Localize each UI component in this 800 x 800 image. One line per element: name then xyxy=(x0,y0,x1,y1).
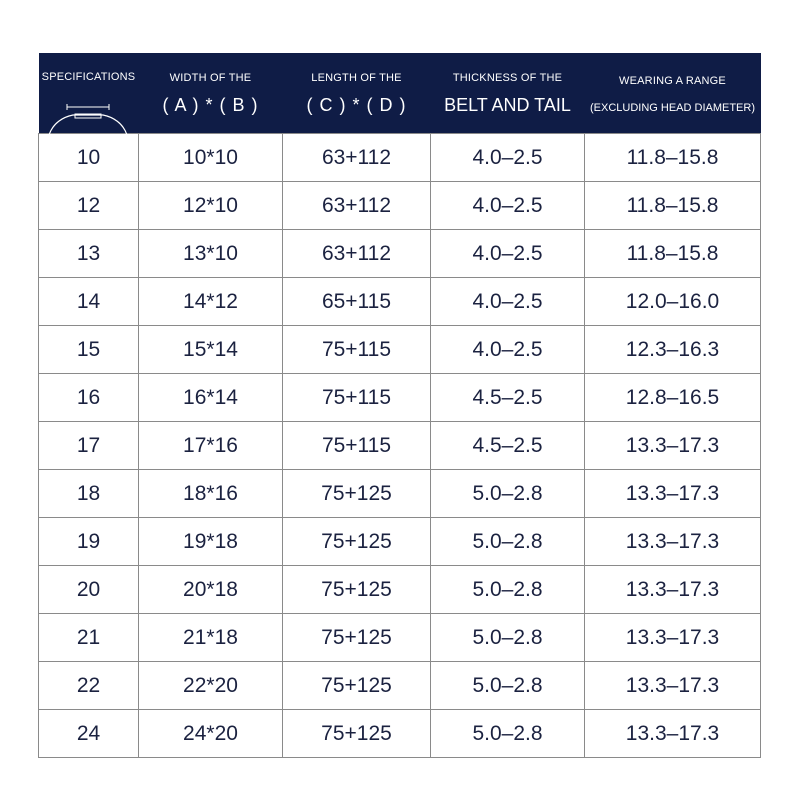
cell-length: 75+125 xyxy=(283,518,431,566)
table-row xyxy=(39,470,761,518)
table-row xyxy=(39,710,761,758)
table-row xyxy=(39,134,761,182)
cell-range: 13.3–17.3 xyxy=(585,470,761,518)
cell-spec: 22 xyxy=(39,662,139,710)
cell-thickness: 4.0–2.5 xyxy=(431,326,585,374)
cell-length: 63+112 xyxy=(283,230,431,278)
header-specifications xyxy=(39,53,139,134)
cell-range: 11.8–15.8 xyxy=(585,134,761,182)
table-body xyxy=(39,134,761,758)
cell-spec: 17 xyxy=(39,422,139,470)
cell-range: 13.3–17.3 xyxy=(585,518,761,566)
cell-spec: 24 xyxy=(39,710,139,758)
cell-range: 13.3–17.3 xyxy=(585,710,761,758)
header-col4-label: THICKNESS OF THE xyxy=(452,72,563,84)
table-row xyxy=(39,182,761,230)
cell-width: 10*10 xyxy=(139,134,283,182)
cell-thickness: 5.0–2.8 xyxy=(431,470,585,518)
spec-table-container xyxy=(38,53,760,758)
cell-thickness: 5.0–2.8 xyxy=(431,518,585,566)
header-width xyxy=(139,53,283,134)
table-row xyxy=(39,518,761,566)
cell-width: 13*10 xyxy=(139,230,283,278)
cell-width: 17*16 xyxy=(139,422,283,470)
cell-range: 12.8–16.5 xyxy=(585,374,761,422)
cell-spec: 16 xyxy=(39,374,139,422)
cell-length: 75+125 xyxy=(283,470,431,518)
cell-length: 65+115 xyxy=(283,278,431,326)
header-col5-label: WEARING A RANGE xyxy=(619,74,726,87)
cell-spec: 19 xyxy=(39,518,139,566)
cell-thickness: 5.0–2.8 xyxy=(431,662,585,710)
cell-spec: 20 xyxy=(39,566,139,614)
header-col2-sub: ( A ) * ( B ) xyxy=(162,95,259,115)
header-col3-sub: ( C ) * ( D ) xyxy=(306,95,407,115)
watch-strap-icon xyxy=(45,99,131,135)
strap-spec-table xyxy=(38,53,761,758)
cell-range: 13.3–17.3 xyxy=(585,662,761,710)
table-row xyxy=(39,278,761,326)
header-col3-label: LENGTH OF THE xyxy=(311,72,402,84)
cell-length: 75+125 xyxy=(283,710,431,758)
cell-spec: 13 xyxy=(39,230,139,278)
header-wearing-range xyxy=(585,53,761,134)
cell-thickness: 4.0–2.5 xyxy=(431,278,585,326)
header-row xyxy=(39,53,761,134)
table-row xyxy=(39,230,761,278)
cell-length: 75+115 xyxy=(283,326,431,374)
header-length xyxy=(283,53,431,134)
cell-width: 14*12 xyxy=(139,278,283,326)
cell-width: 24*20 xyxy=(139,710,283,758)
header-col5-sub: (EXCLUDING HEAD DIAMETER) xyxy=(589,101,756,114)
cell-length: 75+125 xyxy=(283,662,431,710)
cell-range: 12.0–16.0 xyxy=(585,278,761,326)
header-col4-sub: BELT AND TAIL xyxy=(444,95,571,115)
table-row xyxy=(39,422,761,470)
cell-length: 63+112 xyxy=(283,134,431,182)
cell-spec: 15 xyxy=(39,326,139,374)
table-row xyxy=(39,614,761,662)
cell-thickness: 5.0–2.8 xyxy=(431,710,585,758)
cell-thickness: 4.5–2.5 xyxy=(431,422,585,470)
table-row xyxy=(39,662,761,710)
cell-range: 13.3–17.3 xyxy=(585,614,761,662)
cell-spec: 12 xyxy=(39,182,139,230)
header-col2-label: WIDTH OF THE xyxy=(169,72,252,84)
cell-range: 11.8–15.8 xyxy=(585,182,761,230)
table-row xyxy=(39,374,761,422)
cell-width: 22*20 xyxy=(139,662,283,710)
cell-range: 12.3–16.3 xyxy=(585,326,761,374)
cell-thickness: 5.0–2.8 xyxy=(431,566,585,614)
cell-spec: 18 xyxy=(39,470,139,518)
cell-length: 63+112 xyxy=(283,182,431,230)
cell-range: 13.3–17.3 xyxy=(585,566,761,614)
header-thickness xyxy=(431,53,585,134)
cell-thickness: 4.0–2.5 xyxy=(431,182,585,230)
cell-length: 75+125 xyxy=(283,614,431,662)
table-row xyxy=(39,566,761,614)
cell-length: 75+125 xyxy=(283,566,431,614)
header-col1-label: SPECIFICATIONS xyxy=(41,71,136,83)
cell-range: 11.8–15.8 xyxy=(585,230,761,278)
cell-length: 75+115 xyxy=(283,422,431,470)
cell-width: 21*18 xyxy=(139,614,283,662)
cell-width: 16*14 xyxy=(139,374,283,422)
cell-thickness: 4.5–2.5 xyxy=(431,374,585,422)
cell-width: 20*18 xyxy=(139,566,283,614)
cell-width: 12*10 xyxy=(139,182,283,230)
cell-spec: 10 xyxy=(39,134,139,182)
cell-width: 15*14 xyxy=(139,326,283,374)
cell-range: 13.3–17.3 xyxy=(585,422,761,470)
cell-spec: 14 xyxy=(39,278,139,326)
cell-thickness: 4.0–2.5 xyxy=(431,230,585,278)
cell-thickness: 4.0–2.5 xyxy=(431,134,585,182)
cell-spec: 21 xyxy=(39,614,139,662)
cell-thickness: 5.0–2.8 xyxy=(431,614,585,662)
table-row xyxy=(39,326,761,374)
cell-length: 75+115 xyxy=(283,374,431,422)
cell-width: 18*16 xyxy=(139,470,283,518)
cell-width: 19*18 xyxy=(139,518,283,566)
